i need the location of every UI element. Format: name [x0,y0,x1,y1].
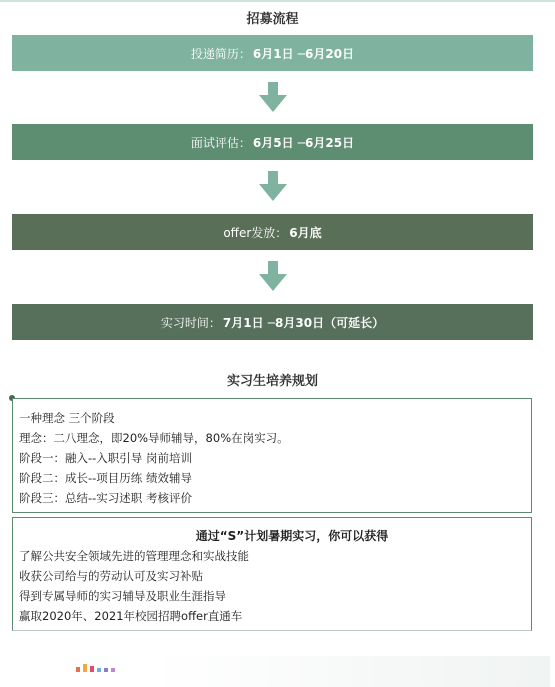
plan-line: 阶段三：总结--实习述职 考核评价 [19,491,192,505]
top-divider [0,0,555,2]
step-resume-date: 6月1日 ─6月20日 [252,46,355,61]
step-interview [12,124,533,160]
plan-line: 阶段一：融入--入职引导 岗前培训 [19,451,192,465]
down-arrow-icon [259,82,287,112]
plan-panel [12,398,532,513]
benefit-line: 了解公共安全领域先进的管理理念和实战技能 [19,549,249,563]
benefit-line: 赢取2020年、2021年校园招聘offer直通车 [19,609,243,623]
step-interview-date: 6月5日 ─6月25日 [252,135,355,150]
logo-mark [76,664,115,672]
step-offer-date: 6月底 [289,225,322,240]
step-internship-date: 7月1日 ─8月30日（可延长） [222,315,385,330]
process-title: 招募流程 [246,12,299,27]
step-resume [12,35,533,71]
step-offer-label: offer发放： [223,225,288,240]
benefits-panel [12,517,532,631]
down-arrow-icon [259,171,287,201]
benefit-line: 收获公司给与的劳动认可及实习补贴 [19,569,203,583]
benefits-title: 通过“S”计划暑期实习，你可以获得 [195,529,389,543]
bottom-fade [150,656,550,687]
plan-line: 理念：二八理念，即20%导师辅导，80%在岗实习。 [19,431,289,445]
step-internship-label: 实习时间： [160,315,221,330]
plan-line: 阶段二：成长--项目历练 绩效辅导 [19,471,192,485]
step-resume-label: 投递简历： [190,46,251,61]
plan-line: 一种理念 三个阶段 [19,411,115,425]
plan-title: 实习生培养规划 [226,374,318,389]
step-interview-label: 面试评估： [190,135,251,150]
down-arrow-icon [259,261,287,291]
benefit-line: 得到专属导师的实习辅导及职业生涯指导 [19,589,226,603]
step-internship [12,304,533,340]
step-offer [12,214,533,250]
